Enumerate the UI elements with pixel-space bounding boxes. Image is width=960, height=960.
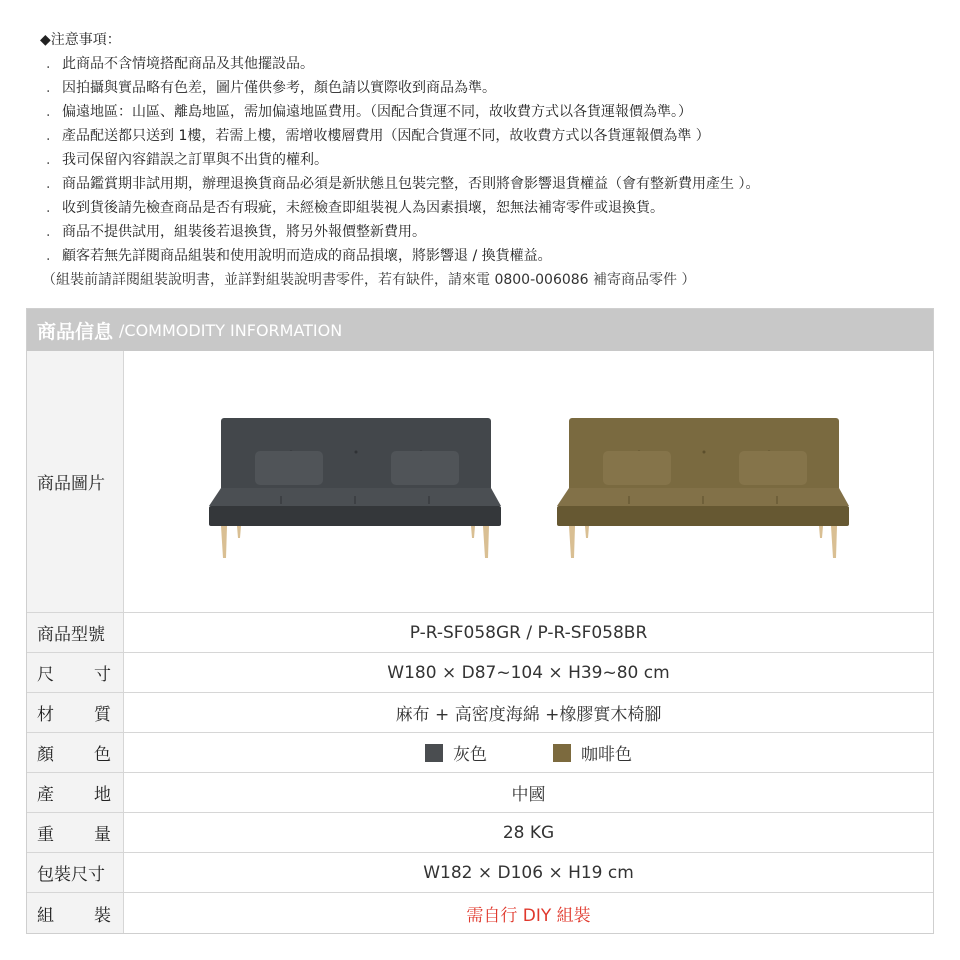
weight-label-b: 量 <box>94 825 111 845</box>
note-item <box>40 244 940 268</box>
assembly-value: 需自行 DIY 組裝 <box>466 905 591 926</box>
bullet: . <box>46 248 51 264</box>
assembly-label-b: 裝 <box>94 905 111 926</box>
product-images <box>124 351 933 612</box>
model-value: P-R-SF058GR / P-R-SF058BR <box>409 622 648 643</box>
material-row <box>27 692 933 732</box>
origin-value: 中國 <box>511 785 546 805</box>
pillow <box>255 451 323 485</box>
color-swatch-gray <box>425 744 443 762</box>
weight-label-a: 重 <box>37 825 54 845</box>
origin-label-b: 地 <box>94 785 111 805</box>
size-label-b: 寸 <box>94 665 111 685</box>
bullet: . <box>46 128 51 144</box>
row-label <box>27 613 124 652</box>
note-text: 產品配送都只送到 1樓，若需上樓，需增收樓層費用（因配合貨運不同，故收費方式以各貨運報價為準 ） <box>62 128 710 144</box>
row-label <box>27 351 124 612</box>
material-value: 麻布 + 高密度海綿 +橡膠實木椅腳 <box>395 705 662 725</box>
note-item <box>40 52 940 76</box>
note-text: 收到貨後請先檢查商品是否有瑕疵，未經檢查即組裝視人為因素損壞，恕無法補寄零件或退換貨。 <box>62 200 664 216</box>
model-label: 商品型號 <box>37 625 105 645</box>
pillow <box>603 451 671 485</box>
color-name: 灰色 <box>453 745 487 765</box>
pillow <box>391 451 459 485</box>
note-text: 顧客若無先詳閱商品組裝和使用說明而造成的商品損壞，將影響退 / 換貨權益。 <box>62 248 552 264</box>
product-image-label: 商品圖片 <box>37 474 105 494</box>
color-swatch-brown <box>553 744 571 762</box>
package-row <box>27 852 933 892</box>
origin-label-a: 產 <box>37 785 54 805</box>
sofa-leg <box>221 526 227 558</box>
color-option-gray <box>425 740 487 765</box>
assembly-label-a: 組 <box>37 905 54 926</box>
row-label <box>27 893 124 933</box>
color-name: 咖啡色 <box>581 745 632 765</box>
note-item <box>40 148 940 172</box>
color-row <box>27 732 933 772</box>
sofa-seat-front <box>557 506 849 526</box>
pillow <box>739 451 807 485</box>
size-value: W180 × D87~104 × H39~80 cm <box>387 662 670 683</box>
assembly-footnote: （組裝前請詳閱組裝說明書，並詳對組裝說明書零件，若有缺件，請來電 0800-006086 補寄商品零件 ） <box>42 272 696 288</box>
sofa-images <box>125 352 933 611</box>
sofa-leg <box>585 526 589 538</box>
bullet: . <box>46 80 51 96</box>
sofa-leg <box>237 526 241 538</box>
row-label <box>27 733 124 772</box>
note-text: 因拍攝與實品略有色差，圖片僅供參考，顏色請以實際收到商品為準。 <box>62 80 496 96</box>
row-label <box>27 653 124 692</box>
note-item <box>40 76 940 100</box>
note-item <box>40 196 940 220</box>
row-label <box>27 813 124 852</box>
bullet: . <box>46 200 51 216</box>
bullet: . <box>46 224 51 240</box>
material-label-a: 材 <box>37 705 54 725</box>
bullet: . <box>46 104 51 120</box>
size-row <box>27 652 933 692</box>
gray-sofa-image <box>209 418 501 558</box>
color-label-b: 色 <box>94 745 111 765</box>
note-text: 商品鑑賞期非試用期，辦理退換貨商品必須是新狀態且包裝完整，否則將會影響退貨權益（會有整新費用產生 ）。 <box>62 176 760 192</box>
package-label: 包裝尺寸 <box>37 865 105 885</box>
sofa-leg <box>569 526 575 558</box>
model-row <box>27 612 933 652</box>
bullet: . <box>46 56 51 72</box>
origin-row <box>27 772 933 812</box>
color-value <box>124 733 933 772</box>
size-label-a: 尺 <box>37 665 54 685</box>
note-item <box>40 220 940 244</box>
note-item <box>40 124 940 148</box>
sofa-leg <box>831 526 837 558</box>
row-label <box>27 693 124 732</box>
header-title: 商品信息 <box>37 320 114 343</box>
note-text: 我司保留內容錯誤之訂單與不出貨的權利。 <box>62 152 328 168</box>
bullet: . <box>46 152 51 168</box>
sofa-leg <box>471 526 475 538</box>
commodity-info-table <box>26 308 934 934</box>
note-text: 此商品不含情境搭配商品及其他擺設品。 <box>62 56 314 72</box>
assembly-row <box>27 892 933 933</box>
note-item <box>40 100 940 124</box>
material-label-b: 質 <box>94 705 111 725</box>
notes-section <box>40 28 940 292</box>
color-option-brown <box>553 740 632 765</box>
bullet: . <box>46 176 51 192</box>
note-text: 商品不提供試用，組裝後若退換貨，將另外報價整新費用。 <box>62 224 426 240</box>
color-label-a: 顏 <box>37 745 54 765</box>
table-header <box>27 309 933 351</box>
notes-title: ◆注意事項： <box>40 32 121 48</box>
sofa-seat-front <box>209 506 501 526</box>
sofa-leg <box>483 526 489 558</box>
header-subtitle: /COMMODITY INFORMATION <box>119 320 343 340</box>
note-item <box>40 172 940 196</box>
weight-row <box>27 812 933 852</box>
weight-value: 28 KG <box>502 822 555 843</box>
note-text: 偏遠地區：山區、離島地區，需加偏遠地區費用。（因配合貨運不同，故收費方式以各貨運報價為準。） <box>62 104 692 120</box>
package-value: W182 × D106 × H19 cm <box>423 862 634 883</box>
brown-sofa-image <box>557 418 849 558</box>
row-label <box>27 773 124 812</box>
sofa-leg <box>819 526 823 538</box>
row-label <box>27 853 124 892</box>
product-image-row <box>27 351 933 612</box>
